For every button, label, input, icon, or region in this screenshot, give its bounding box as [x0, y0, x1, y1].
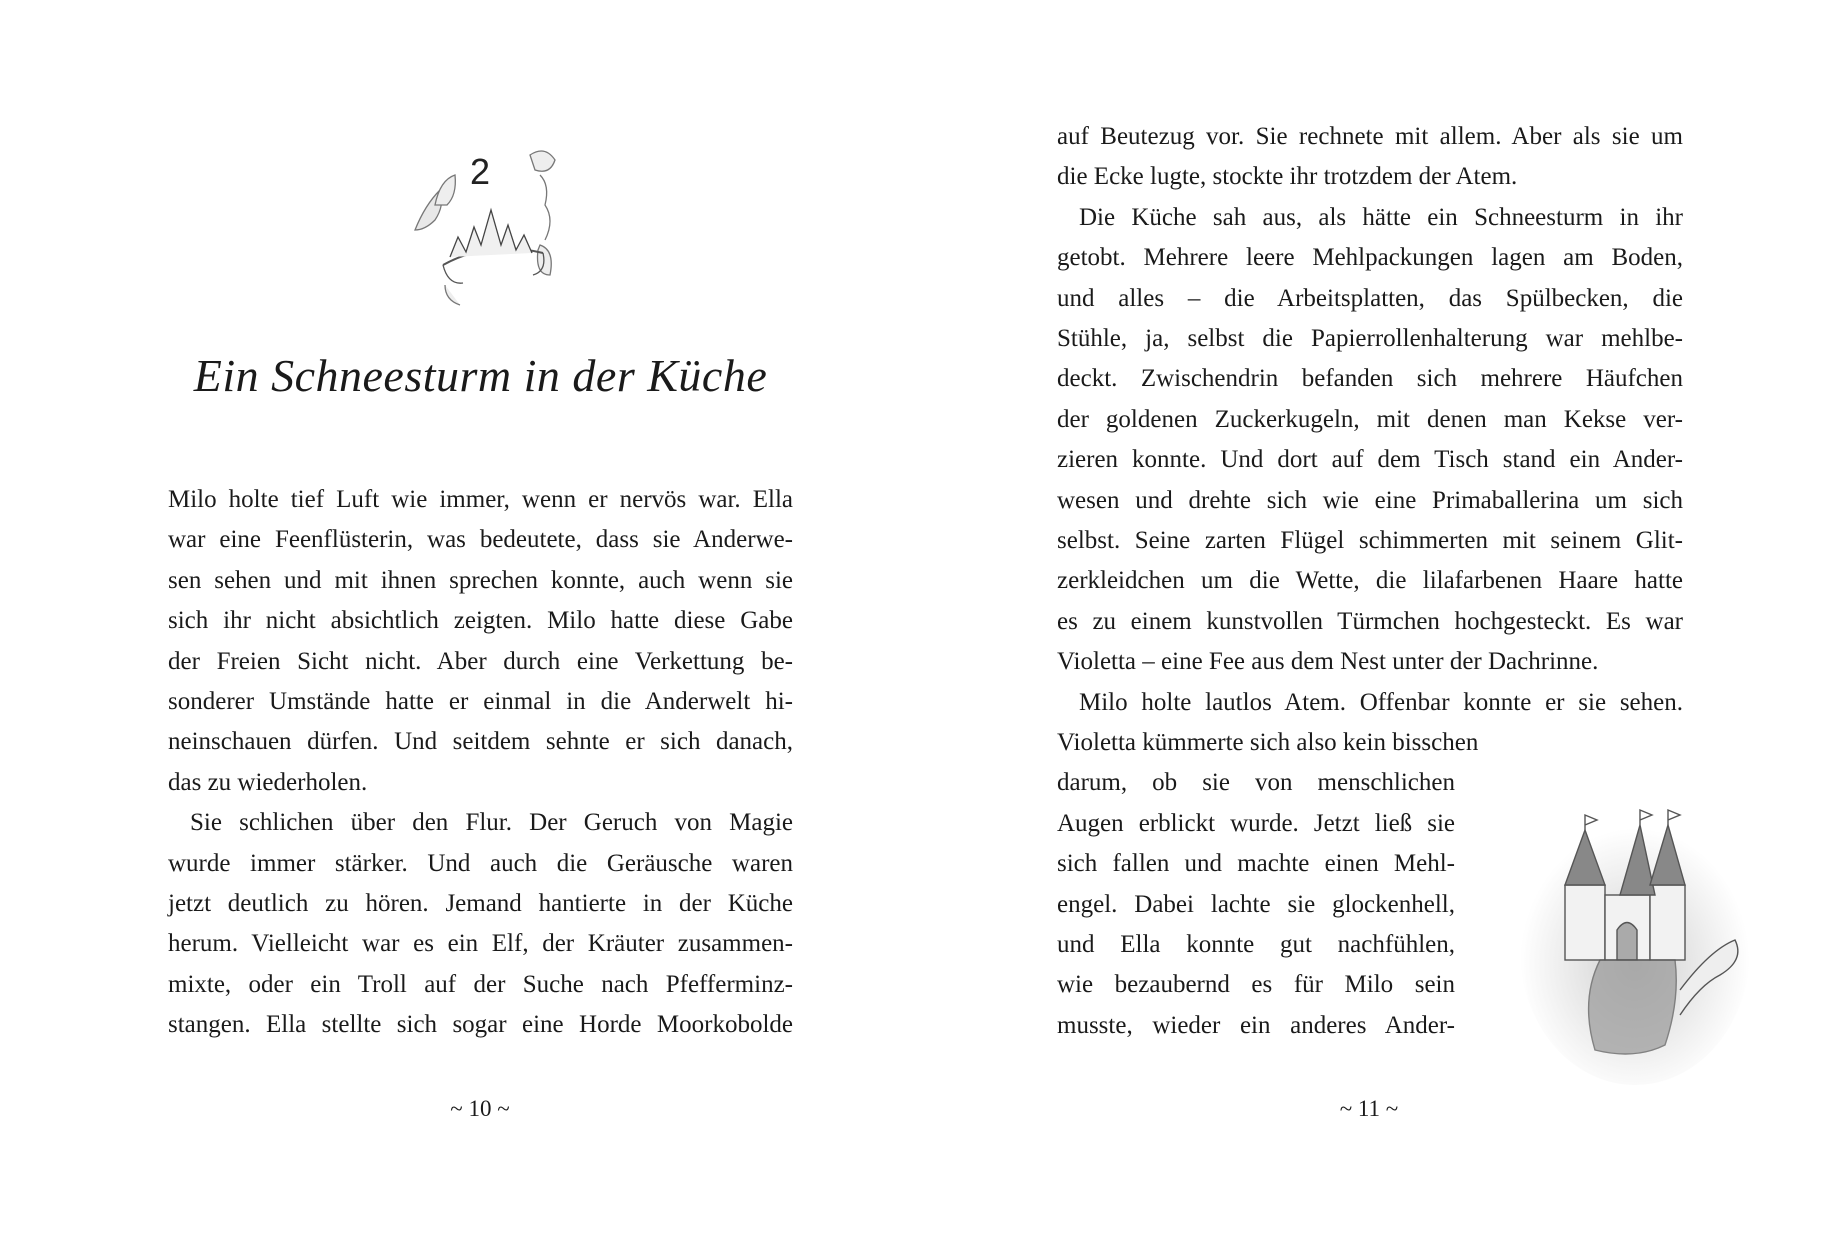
text-line: der Freien Sicht nicht. Aber durch eine Verkettung be- [168, 647, 793, 675]
text-line: sich ihr nicht absichtlich zeigten. Milo hatte diese Gabe [168, 607, 793, 635]
text-line: musste, wieder ein anderes Ander- [1057, 1011, 1455, 1039]
text-line: Violetta kümmerte sich also kein bisschen [1057, 729, 1479, 756]
text-line: zieren konnte. Und dort auf dem Tisch stand ein Ander- [1057, 446, 1683, 474]
text-line: Violetta – eine Fee aus dem Nest unter der Dachrinne. [1057, 648, 1599, 676]
text-line: Augen erblickt wurde. Jetzt ließ sie [1057, 809, 1455, 837]
text-line: jetzt deutlich zu hören. Jemand hantierte in der Küche [168, 890, 793, 917]
text-line: getobt. Mehrere leere Mehlpackungen lagen am Boden, [1057, 244, 1683, 272]
text-line: deckt. Zwischendrin befanden sich mehrere Häufchen [1057, 365, 1683, 393]
text-line: Milo holte lautlos Atem. Offenbar konnte er sie sehen. [1079, 688, 1683, 716]
text-line: sonderer Umstände hatte er einmal in die Anderwelt hi- [168, 688, 793, 715]
text-line: herum. Vielleicht war es ein Elf, der Kräuter zusammen- [168, 930, 793, 958]
text-line: zerkleidchen um die Wette, die lilafarbenen Haare hatte [1057, 567, 1683, 595]
text-line: mixte, oder ein Troll auf der Suche nach Pfefferminz- [168, 970, 793, 998]
text-line: engel. Dabei lachte sie glockenhell, [1057, 890, 1455, 918]
text-line: sich fallen und machte einen Mehl- [1057, 850, 1455, 878]
text-line: Die Küche sah aus, als hätte ein Schneesturm in ihr [1079, 203, 1683, 231]
text-line: Sie schlichen über den Flur. Der Geruch von Magie [190, 809, 793, 837]
text-line: stangen. Ella stellte sich sogar eine Horde Moorkobolde [168, 1011, 793, 1039]
text-line: wesen und drehte sich wie eine Primaballerina um sich [1057, 486, 1683, 514]
page-number-left: ~ 10 ~ [450, 1096, 510, 1121]
chapter-number: 2 [469, 151, 491, 192]
right-page [915, 0, 1831, 1240]
left-page [0, 0, 915, 1240]
text-line: neinschauen dürfen. Und seitdem sehnte er sich danach, [168, 728, 793, 756]
text-line: das zu wiederholen. [168, 768, 368, 796]
page-number-right: ~ 11 ~ [1339, 1096, 1399, 1121]
text-line: Stühle, ja, selbst die Papierrollenhalterung war mehlbe- [1057, 325, 1683, 352]
text-line: darum, ob sie von menschlichen [1057, 769, 1455, 797]
chapter-title: Ein Schneesturm in der Küche [193, 350, 768, 401]
text-line: wurde immer stärker. Und auch die Geräusche waren [168, 849, 793, 877]
castle-illustration [1505, 790, 1775, 1090]
text-line: Milo holte tief Luft wie immer, wenn er nervös war. Ella [168, 486, 793, 513]
text-line: sen sehen und mit ihnen sprechen konnte, auch wenn sie [168, 566, 793, 594]
text-line: war eine Feenflüsterin, was bedeutete, dass sie Anderwe- [168, 526, 793, 554]
text-line: und Ella konnte gut nachfühlen, [1057, 931, 1455, 958]
text-line: die Ecke lugte, stockte ihr trotzdem der Atem. [1057, 163, 1518, 191]
text-line: selbst. Seine zarten Flügel schimmerten mit seinem Glit- [1057, 527, 1683, 554]
text-line: der goldenen Zuckerkugeln, mit denen man Kekse ver- [1057, 405, 1683, 433]
text-line: auf Beutezug vor. Sie rechnete mit allem. Aber als sie um [1057, 123, 1683, 150]
text-line: es zu einem kunstvollen Türmchen hochgesteckt. Es war [1057, 607, 1683, 635]
text-line: wie bezaubernd es für Milo sein [1057, 971, 1455, 999]
text-line: und alles – die Arbeitsplatten, das Spülbecken, die [1057, 284, 1683, 312]
